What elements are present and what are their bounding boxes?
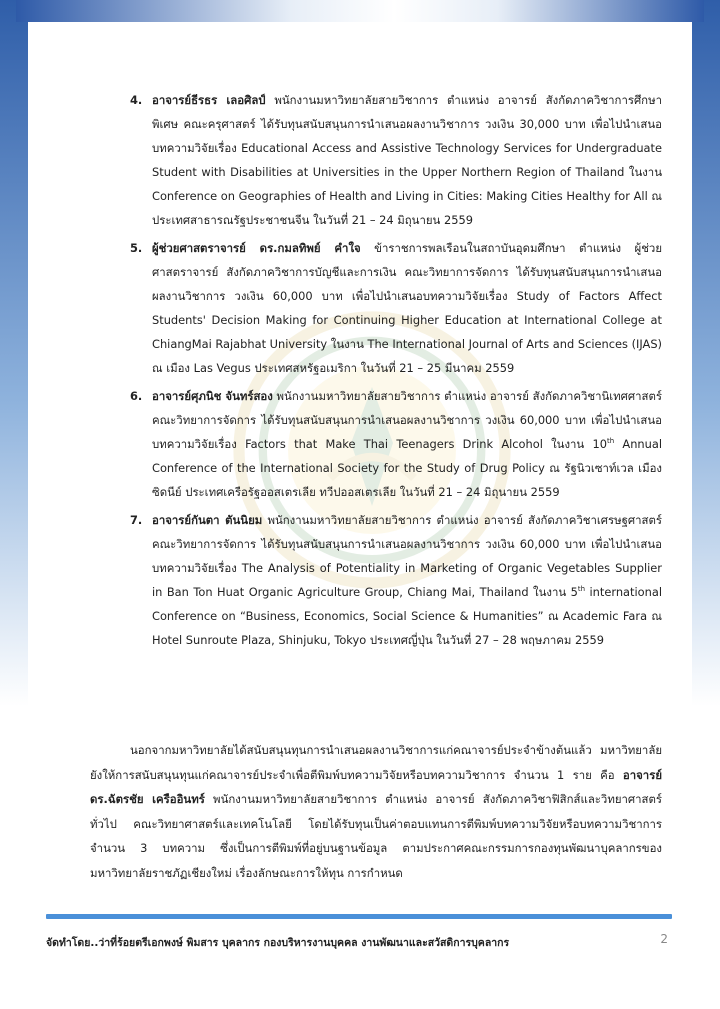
closing-text: นอกจากมหาวิทยาลัยได้สนับสนุนทุนการนำเสนอผลงานวิชาการแก่คณาจารย์ประจำข้างต้นแล้ว มหาวิทยาลัยยังให้การสนับสนุนทุนแก่คณาจารย์ประจำเพื่อตีพิมพ์บทความวิจัยหรือบทความวิชาการ จำนวน 1 ราย คือ [90,743,662,782]
page-number: 2 [660,932,668,946]
list-item [130,508,662,652]
person-name: อาจารย์กันตา ตันนิยม [152,513,263,527]
item-text: Annual Conference of the International Society for the Study of Drug Policy ณ รัฐนิวเซาท์เวล เมืองซิดนีย์ ประเทศเครือรัฐออสเตรเลีย ทวีปออสเตรเลีย ในวันที่ 21 – 24 มิถุนายน 2559 [152,437,662,499]
closing-paragraph [90,738,662,885]
page-border-right [692,0,720,1009]
page-border-left [0,0,28,1009]
list-item [130,384,662,504]
item-text: international Conference on “Business, Economics, Social Science & Humanities” ณ Academic Fara ณ Hotel Sunroute Plaza, Shinjuku, Tokyo ประเทศญี่ปุ่น ในวันที่ 27 – 28 พฤษภาคม 2559 [152,585,663,647]
footer-divider [46,914,672,919]
item-number: 7. [130,513,143,527]
item-paragraph [152,508,662,652]
item-number: 5. [130,241,143,255]
page-border-top [16,0,704,22]
closing-text: พนักงานมหาวิทยาลัยสายวิชาการ ตำแหน่ง อาจารย์ สังกัดภาควิชาฟิสิกส์และวิทยาศาสตร์ทั่วไป คณะวิทยาศาสตร์และเทคโนโลยี โดยได้รับทุนเป็นค่าตอบแทนการตีพิมพ์บทความวิจัยหรือบทความวิชาการ จำนวน 3 บทความ ซึ่งเป็นการตีพิมพ์ที่อยู่บนฐานข้อมูล ตามประกาศคณะกรรมการกองทุนพัฒนาบุคลากรของมหาวิทยาลัยราชภัฏเชียงใหม่ เรื่องลักษณะการให้ทุน การกำหนด [90,792,662,880]
list-item [130,88,662,232]
item-number: 4. [130,93,143,107]
person-name: อาจารย์ ดร.ฉัตรชัย เครืออินทร์ [90,767,662,806]
item-text: ข้าราชการพลเรือนในสถาบันอุดมศึกษา ตำแหน่ง ผู้ช่วยศาสตราจารย์ สังกัดภาควิชาการบัญชีและการเงิน คณะวิทยาการจัดการ ได้รับทุนสนับสนุนการนำเสนอผลงานวิชาการ วงเงิน 60,000 บาท เพื่อไปนำเสนอบทความวิจัยเรื่อง Study of Factors Affect Students' Decision Making for Continuing Higher Education at International College at ChiangMai Rajabhat University ในงาน The International Journal of Arts and Sciences (IJAS) ณ เมือง Las Vegus ประเทศสหรัฐอเมริกา ในวันที่ 21 – 25 มีนาคม 2559 [152,241,662,375]
item-number: 6. [130,389,143,403]
item-paragraph [152,384,662,504]
body-content [130,88,662,656]
item-paragraph [152,236,662,380]
person-name: อาจารย์ธีรธร เลอศิลป์ [152,93,266,107]
ordinal-suffix: th [577,585,586,594]
item-text: พนักงานมหาวิทยาลัยสายวิชาการ ตำแหน่ง อาจารย์ สังกัดภาควิชาการศึกษาพิเศษ คณะครุศาสตร์ ได้รับทุนสนับสนุนการนำเสนอผลงานวิชาการ วงเงิน 30,000 บาท เพื่อไปนำเสนอบทความวิจัยเรื่อง Educational Access and Assistive Technology Services for Undergraduate Student with Disabilities at Universities in the Upper Northern Region of Thailand ในงาน Conference on Geographies of Health and Living in Cities: Making Cities Healthy for All ณ ประเทศสาธารณรัฐประชาชนจีน ในวันที่ 21 – 24 มิถุนายน 2559 [152,93,662,227]
person-name: อาจารย์ศุภนิช จันทร์สอง [152,389,273,403]
item-text: พนักงานมหาวิทยาลัยสายวิชาการ ตำแหน่ง อาจารย์ สังกัดภาควิชาเศรษฐศาสตร์ คณะวิทยาการจัดการ ได้รับทุนสนับสนุนการนำเสนอผลงานวิชาการ วงเงิน 60,000 บาท เพื่อไปนำเสนอบทความวิจัยเรื่อง The Analysis of Potentiality in Marketing of Organic Vegetables Supplier in Ban Ton Huat Organic Agriculture Group, Chiang Mai, Thailand ในงาน 5 [152,513,662,599]
list-item [130,236,662,380]
ordinal-suffix: th [606,437,615,446]
item-text: พนักงานมหาวิทยาลัยสายวิชาการ ตำแหน่ง อาจารย์ สังกัดภาควิชานิเทศศาสตร์ คณะวิทยาการจัดการ ได้รับทุนสนับสนุนการนำเสนอผลงานวิชาการ วงเงิน 60,000 บาท เพื่อไปนำเสนอบทความวิจัยเรื่อง Factors that Make Thai Teenagers Drink Alcohol ในงาน 10 [152,389,662,451]
item-paragraph [152,88,662,232]
person-name: ผู้ช่วยศาสตราจารย์ ดร.กมลทิพย์ คำใจ [152,241,361,255]
footer-credit: จัดทำโดย..ว่าที่ร้อยตรีเอกพงษ์ พิมสาร บุคลากร กองบริหารงานบุคคล งานพัฒนาและสวัสดิการบุคลากร [46,937,510,949]
